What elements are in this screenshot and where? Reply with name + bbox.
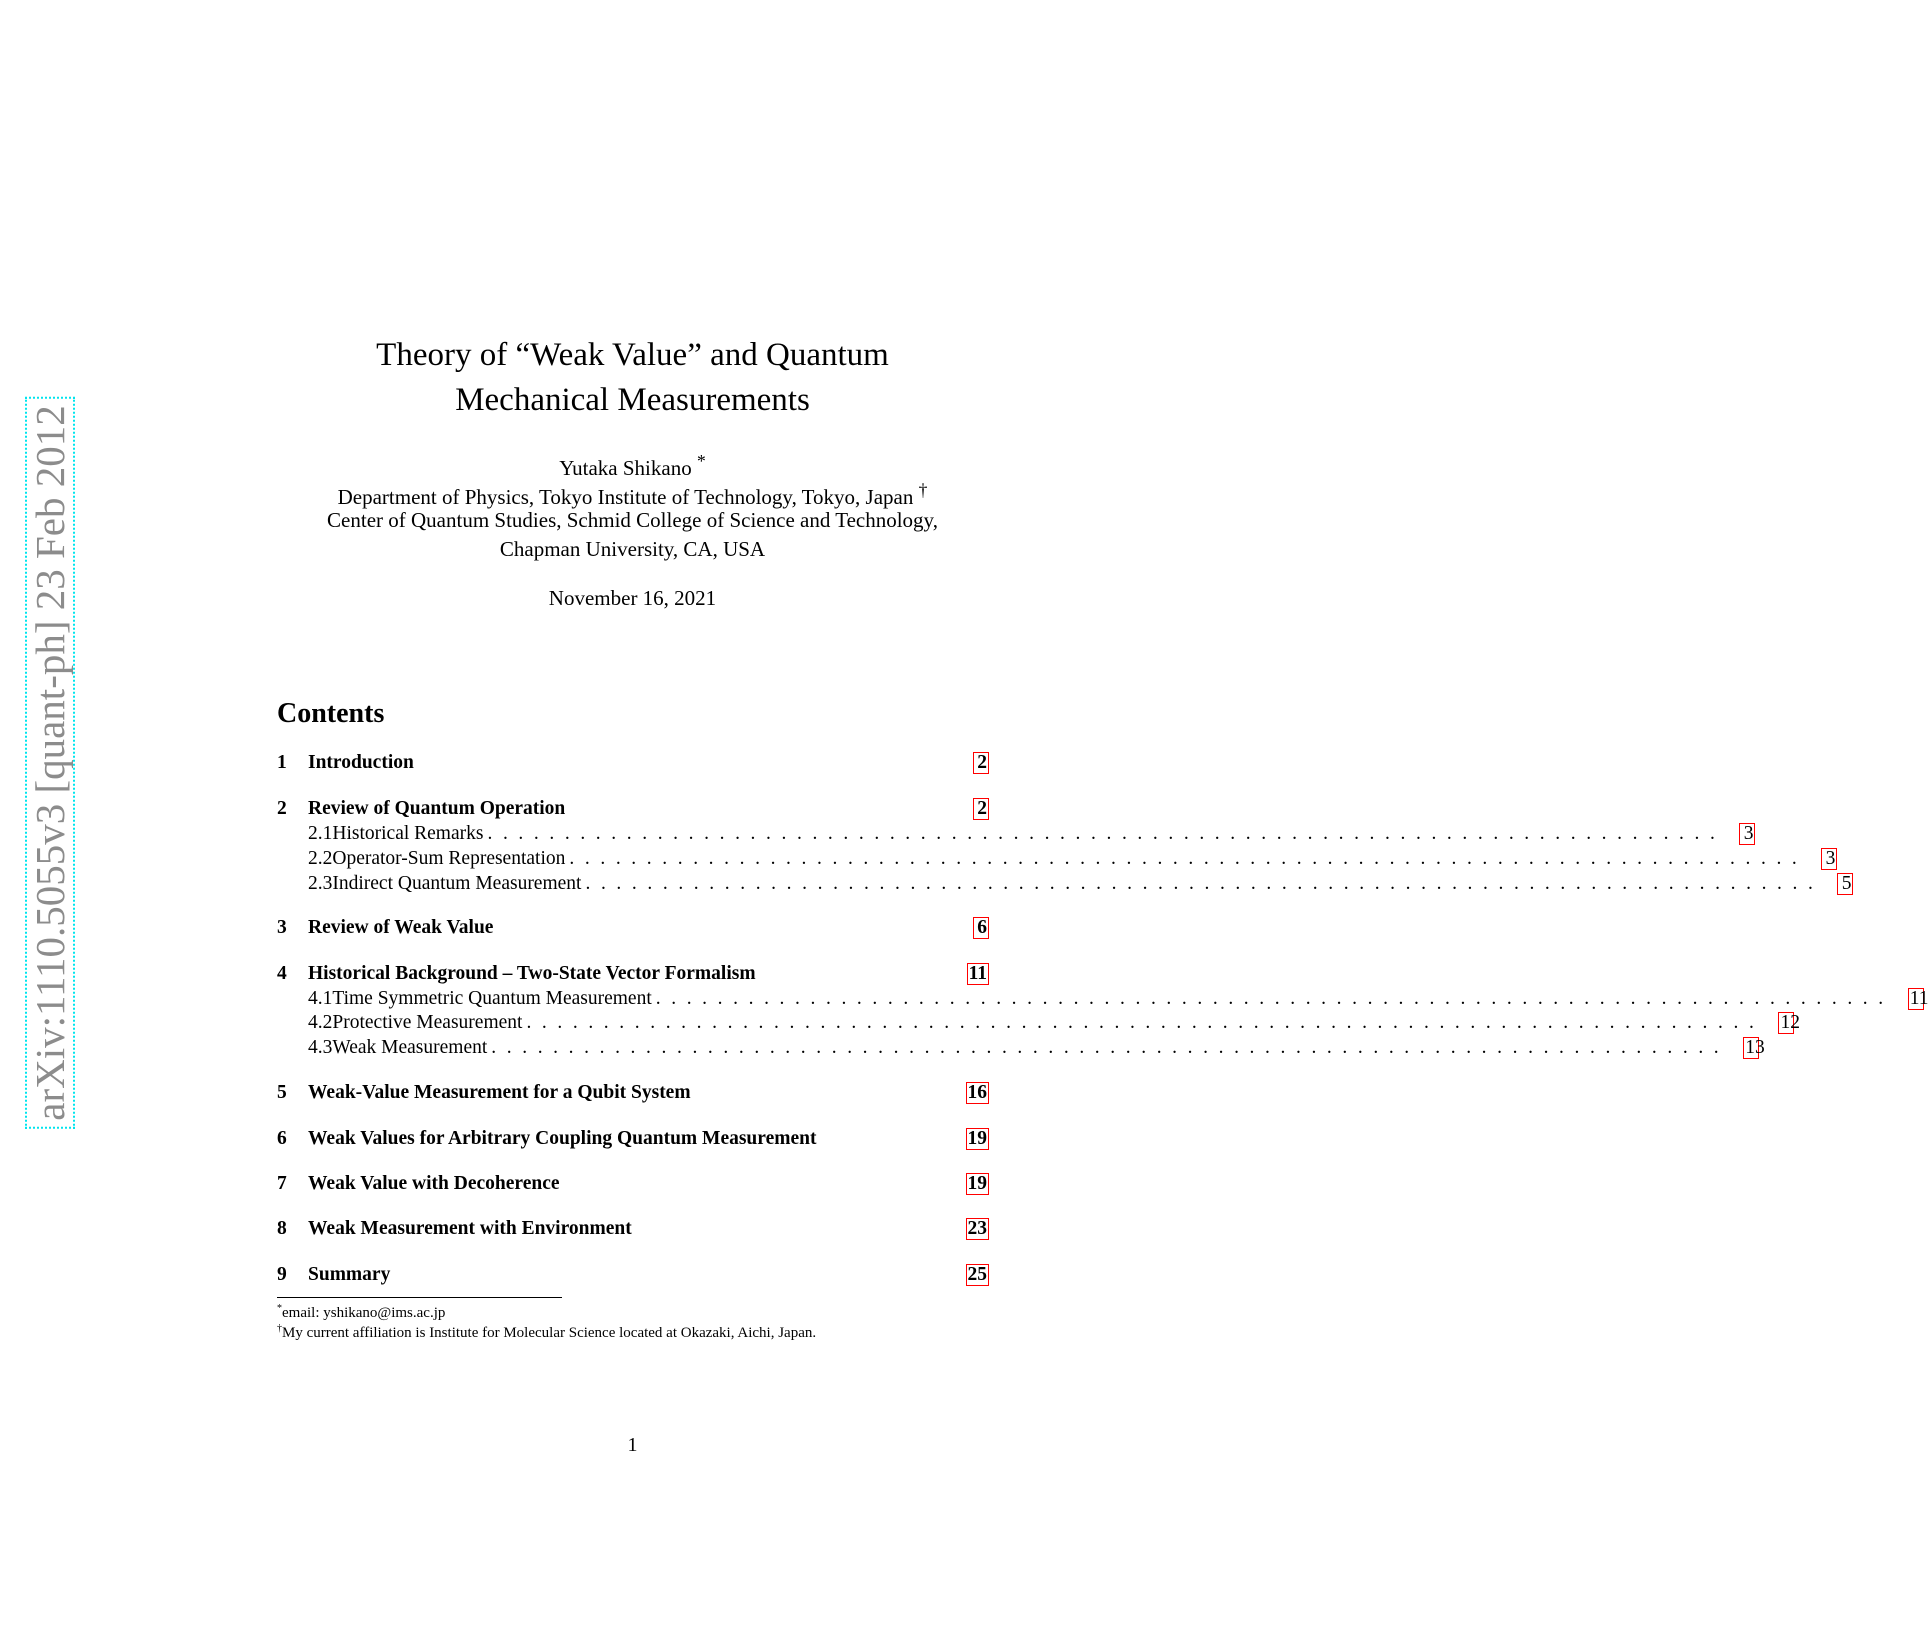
- toc-entry[interactable]: [277, 847, 1836, 871]
- toc-entry-number: 2.1: [308, 823, 333, 844]
- toc-page-link[interactable]: 16: [967, 1082, 987, 1103]
- toc-entry[interactable]: [277, 1217, 989, 1241]
- toc-page-link[interactable]: 11: [1909, 988, 1929, 1009]
- toc-entry-title[interactable]: Weak Measurement: [332, 1037, 488, 1058]
- page-number: 1: [627, 1434, 638, 1456]
- toc-entry-title[interactable]: Summary: [308, 1264, 391, 1285]
- toc-entry-number: 1: [277, 752, 287, 773]
- toc-page-link[interactable]: 23: [967, 1218, 987, 1239]
- toc-entry-title[interactable]: Introduction: [308, 752, 414, 773]
- toc-page-link[interactable]: 11: [968, 963, 987, 984]
- toc-entry[interactable]: [277, 797, 989, 821]
- toc-entry-number: 4.3: [308, 1037, 333, 1058]
- toc-entry-title[interactable]: Weak Value with Decoherence: [308, 1173, 560, 1194]
- toc-entry-title[interactable]: Review of Quantum Operation: [308, 798, 566, 819]
- affiliation-3: Chapman University, CA, USA: [499, 537, 766, 561]
- toc-entry[interactable]: [277, 1036, 1765, 1060]
- toc-entry-number: 2.3: [308, 873, 333, 894]
- affiliation-footnote-mark[interactable]: †: [918, 480, 928, 500]
- toc-entry[interactable]: [277, 916, 989, 940]
- footnote-text: email: yshikano@ims.ac.jp: [282, 1305, 446, 1321]
- footnote-rule: [277, 1297, 562, 1298]
- footnote-text: My current affiliation is Institute for Molecular Science located at Okazaki, Aichi, Japan.: [282, 1325, 817, 1341]
- toc-dot-leader: ................................................................................: [585, 873, 1824, 894]
- toc-dot-leader: ................................................................................: [526, 1012, 1765, 1033]
- toc-entry[interactable]: [277, 1011, 1800, 1035]
- toc-dot-leader: ................................................................................: [487, 823, 1726, 844]
- affiliation-2: Center of Quantum Studies, Schmid College of Science and Technology,: [327, 508, 938, 532]
- toc-page-link[interactable]: 12: [1780, 1012, 1800, 1033]
- toc-entry[interactable]: [277, 1172, 989, 1196]
- toc-dot-leader: ................................................................................: [655, 988, 1894, 1009]
- date: November 16, 2021: [548, 586, 717, 610]
- footnote-2: [277, 1323, 816, 1342]
- toc-entry-title[interactable]: Historical Background – Two-State Vector Formalism: [308, 963, 756, 984]
- toc-entry-title[interactable]: Protective Measurement: [332, 1012, 523, 1033]
- arxiv-stamp[interactable]: arXiv:1110.5055v3 [quant-ph] 23 Feb 2012: [25, 397, 75, 1129]
- toc-entry-number: 2: [277, 798, 287, 819]
- toc-entry-number: 4: [277, 963, 287, 984]
- contents-heading: Contents: [277, 698, 385, 729]
- toc-entry[interactable]: [277, 987, 1929, 1011]
- toc-entry-number: 9: [277, 1264, 287, 1285]
- toc-page-link[interactable]: 2: [973, 752, 989, 774]
- toc-page-link[interactable]: 3: [1821, 848, 1837, 870]
- toc-entry[interactable]: [277, 751, 989, 775]
- toc-entry[interactable]: [277, 872, 1852, 896]
- toc-page-link[interactable]: 19: [967, 1128, 987, 1149]
- toc-entry-title[interactable]: Historical Remarks: [332, 823, 484, 844]
- author-footnote-mark[interactable]: *: [696, 451, 706, 471]
- toc-entry-number: 6: [277, 1128, 287, 1149]
- affiliation-text: Department of Physics, Tokyo Institute of Technology, Tokyo, Japan: [337, 485, 914, 509]
- toc-entry-number: 5: [277, 1082, 287, 1103]
- toc-page-link[interactable]: 19: [967, 1173, 987, 1194]
- toc-entry-title[interactable]: Weak-Value Measurement for a Qubit System: [308, 1082, 691, 1103]
- toc-page-link[interactable]: 2: [973, 798, 989, 820]
- toc-entry-title[interactable]: Time Symmetric Quantum Measurement: [332, 988, 652, 1009]
- toc-entry-number: 3: [277, 917, 287, 938]
- paper-title-line-1: Theory of “Weak Value” and Quantum: [376, 337, 889, 373]
- toc-dot-leader: ................................................................................: [569, 848, 1808, 869]
- toc-entry-title[interactable]: Weak Measurement with Environment: [308, 1218, 632, 1239]
- toc-dot-leader: ................................................................................: [491, 1037, 1730, 1058]
- toc-entry-number: 2.2: [308, 848, 333, 869]
- toc-entry-number: 4.2: [308, 1012, 333, 1033]
- toc-page-link[interactable]: 6: [973, 917, 989, 939]
- toc-entry[interactable]: [277, 1081, 989, 1105]
- toc-entry-title[interactable]: Review of Weak Value: [308, 917, 494, 938]
- toc-entry-number: 8: [277, 1218, 287, 1239]
- toc-entry[interactable]: [277, 1263, 989, 1287]
- toc-entry-title[interactable]: Weak Values for Arbitrary Coupling Quantum Measurement: [308, 1128, 817, 1149]
- author-name: Yutaka Shikano: [559, 456, 692, 480]
- toc-entry-title[interactable]: Indirect Quantum Measurement: [332, 873, 582, 894]
- paper-title-line-2: Mechanical Measurements: [455, 382, 810, 418]
- toc-page-link[interactable]: 13: [1745, 1037, 1765, 1058]
- toc-page-link[interactable]: 25: [967, 1264, 987, 1285]
- toc-entry[interactable]: [277, 962, 989, 986]
- toc-entry-title[interactable]: Operator-Sum Representation: [332, 848, 566, 869]
- toc-entry-number: 4.1: [308, 988, 333, 1009]
- toc-page-link[interactable]: 3: [1739, 823, 1755, 845]
- toc-entry[interactable]: [277, 822, 1754, 846]
- footnote-1: [277, 1303, 445, 1322]
- toc-entry[interactable]: [277, 1127, 989, 1151]
- toc-entry-number: 7: [277, 1173, 287, 1194]
- toc-page-link[interactable]: 5: [1837, 873, 1853, 895]
- footnote-mark: †: [277, 1323, 282, 1334]
- footnote-mark: *: [277, 1303, 282, 1314]
